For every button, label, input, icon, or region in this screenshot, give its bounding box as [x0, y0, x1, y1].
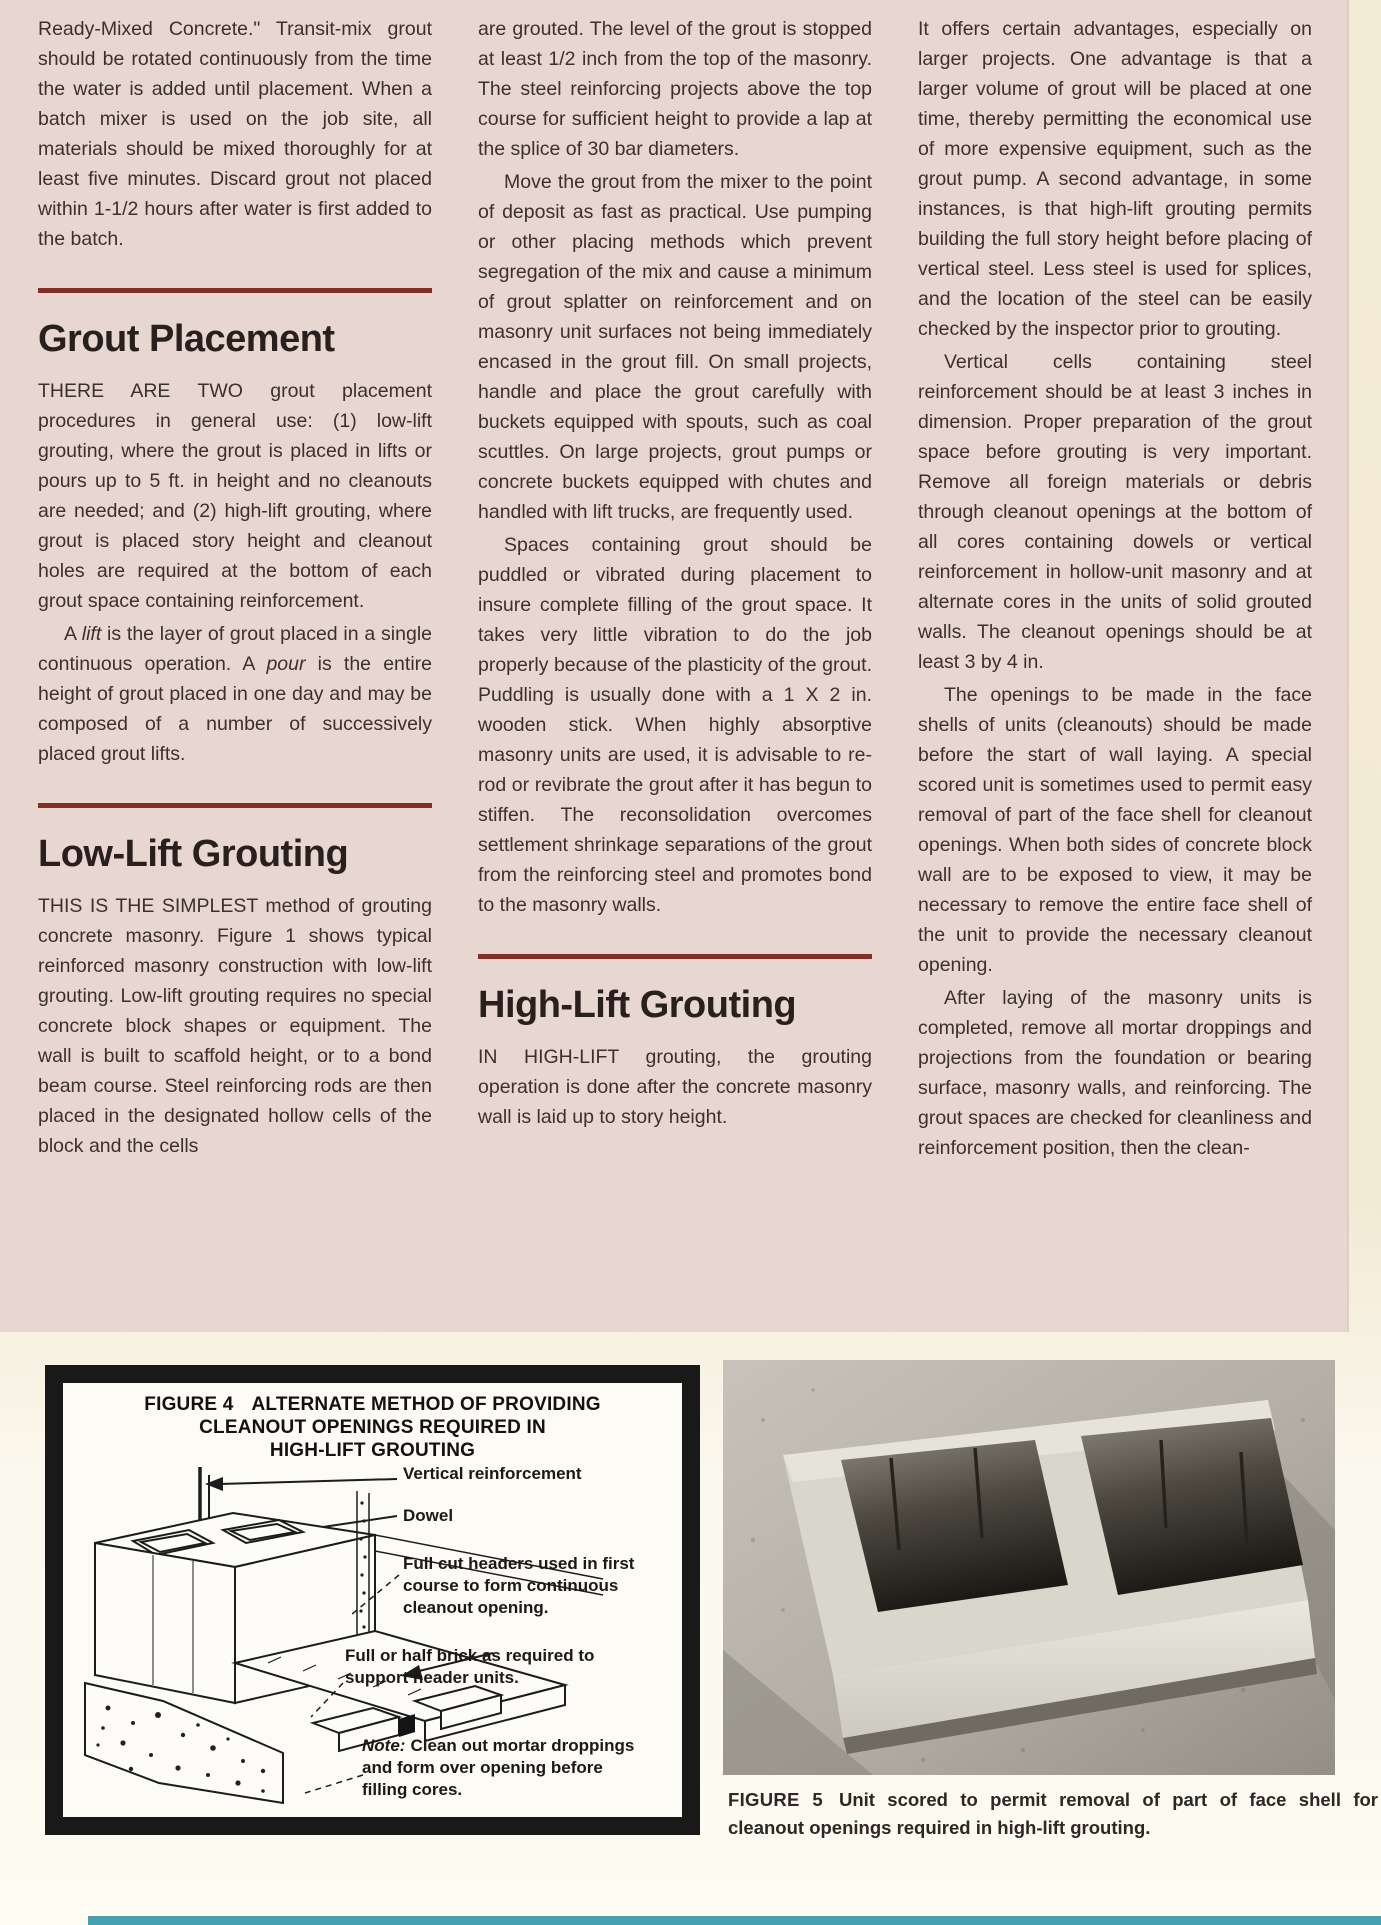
figure-5-number: FIGURE 5: [728, 1789, 823, 1810]
section-heading-high-lift-grouting: High-Lift Grouting: [478, 984, 797, 1026]
callout-vertical-reinforcement: Vertical reinforcement: [403, 1464, 582, 1483]
paragraph-cleanout-openings: The openings to be made in the face shells of units (cleanouts) should be made before the start of wall laying. A special scored unit is sometimes used to permit easy removal of part of the face shell for cleanout openings. When both sides of concrete block wall are to be exposed to view, it may be necessary to remove the entire face shell of the unit to provide the necessary cleanout opening.: [918, 684, 1312, 976]
section-divider: [478, 954, 872, 959]
note-label: Note:: [362, 1736, 406, 1755]
section-divider: [38, 803, 432, 808]
paragraph-grout-level: are grouted. The level of the grout is stopped at least 1/2 inch from the top of the masonry. The steel reinforcing projects above the top course for sufficient height to provide a lap at the splice of 30 bar diameters.: [478, 18, 872, 160]
figure-4-title-line1: [63, 1393, 682, 1416]
column-2: [478, 14, 872, 1166]
italic-term-lift: lift: [81, 623, 102, 645]
column-3: [918, 14, 1312, 1166]
callout-note: [362, 1735, 647, 1801]
paragraph-vertical-cells: Vertical cells containing steel reinforcement should be at least 3 inches in dimension. Proper preparation of the grout space before grouting is very important. Remove all foreign materials or debris through cleanout openings at the bottom of all cores containing dowels or vertical reinforcement in hollow-unit masonry and at alternate cores in the units of solid grouted walls. The cleanout openings should be at least 3 by 4 in.: [918, 351, 1312, 673]
page-bottom-color-bar: [88, 1916, 1381, 1925]
figure-4-title-line2: CLEANOUT OPENINGS REQUIRED IN: [199, 1417, 546, 1438]
figure-4-box: [45, 1365, 700, 1835]
text-run: is the layer of grout placed in a single continuous operation. A: [38, 623, 432, 675]
column-1: [38, 14, 432, 1166]
paragraph-high-lift-intro: IN HIGH-LIFT grouting, the grouting operation is done after the concrete masonry wall is laid up to story height.: [478, 1046, 872, 1128]
figure-4-title: [63, 1393, 682, 1462]
section-divider: [38, 288, 432, 293]
figure-5-photo: [723, 1360, 1335, 1775]
figure-4-title-text: ALTERNATE METHOD OF PROVIDING: [251, 1394, 601, 1415]
callout-dowel: Dowel: [403, 1506, 454, 1525]
article-columns: [38, 14, 1312, 1166]
figure-4-number: FIGURE 4: [144, 1394, 234, 1415]
italic-term-pour: pour: [266, 653, 306, 675]
section-heading-low-lift-grouting: Low-Lift Grouting: [38, 833, 349, 875]
figure-5-caption: [728, 1786, 1378, 1842]
scored-concrete-block-photo: [723, 1360, 1335, 1775]
callout-full-cut-headers: Full cut headers used in first course to form continuous cleanout opening.: [403, 1554, 635, 1617]
section-heading-grout-placement: Grout Placement: [38, 318, 335, 360]
figure-4-title-line3: HIGH-LIFT GROUTING: [269, 1440, 476, 1461]
paragraph-lift-pour-definition: [38, 619, 432, 769]
text-run: is the entire height of grout placed in one day and may be composed of a number of successively placed grout lifts.: [38, 653, 432, 765]
paragraph-grout-placement-intro: THERE ARE TWO grout placement procedures in general use: (1) low-lift grouting, where the grout is placed in lifts or pours up to 5 ft. in height and no cleanouts are needed; and (2) high-lift grouting, where grout is placed story height and cleanout holes are required at the bottom of each grout space containing reinforcement.: [38, 380, 432, 612]
paragraph-moving-grout: Move the grout from the mixer to the point of deposit as fast as practical. Use pumping or other placing methods which prevent segregation of the mix and cause a minimum of grout splatter on reinforcement and on masonry unit surfaces not being immediately encased in the grout fill. On small projects, handle and place the grout carefully with buckets equipped with spouts, such as coal scuttles. On large projects, grout pumps or concrete buckets equipped with chutes and handled with lift trucks, are frequently used.: [478, 171, 872, 523]
text-run: A: [64, 623, 82, 645]
note-text: Clean out mortar droppings and form over opening before filling cores.: [362, 1736, 635, 1799]
figure-5-caption-text: Unit scored to permit removal of part of face shell for cleanout openings required in high-lift grouting.: [728, 1789, 1378, 1838]
paragraph-high-lift-advantages: It offers certain advantages, especially on larger projects. One advantage is that a larger volume of grout will be placed at one time, thereby permitting the economical use of more expensive equipment, such as the grout pump. A second advantage, in some instances, is that high-lift grouting permits building the full story height before placing of vertical steel. Less steel is used for splices, and the location of the steel can be easily checked by the inspector prior to grouting.: [918, 18, 1312, 340]
paragraph-mixing-continuation: Ready-Mixed Concrete." Transit-mix grout should be rotated continuously from the time the water is added until placement. When a batch mixer is used on the job site, all materials should be mixed thoroughly for at least five minutes. Discard grout not placed within 1-1/2 hours after water is first added to the batch.: [38, 18, 432, 250]
paragraph-puddling: Spaces containing grout should be puddled or vibrated during placement to insure complete filling of the grout space. It takes very little vibration to do the job properly because of the plasticity of the grout. Puddling is usually done with a 1 X 2 in. wooden stick. When highly absorptive masonry units are used, it is advisable to re-rod or revibrate the grout after it has begun to stiffen. The reconsolidation overcomes settlement shrinkage separations of the grout from the reinforcing steel and promotes bond to the masonry walls.: [478, 534, 872, 916]
paragraph-after-laying: After laying of the masonry units is completed, remove all mortar droppings and projections from the foundation or bearing surface, masonry walls, and reinforcing. The grout spaces are checked for cleanliness and reinforcement position, then the clean-: [918, 987, 1312, 1159]
paragraph-low-lift-intro: THIS IS THE SIMPLEST method of grouting concrete masonry. Figure 1 shows typical reinforced masonry construction with low-lift grouting. Low-lift grouting requires no special concrete block shapes or equipment. The wall is built to scaffold height, or to a bond beam course. Steel reinforcing rods are then placed in the designated hollow cells of the block and the cells: [38, 895, 432, 1157]
callout-full-or-half-brick: Full or half brick as required to support header units.: [345, 1646, 595, 1687]
